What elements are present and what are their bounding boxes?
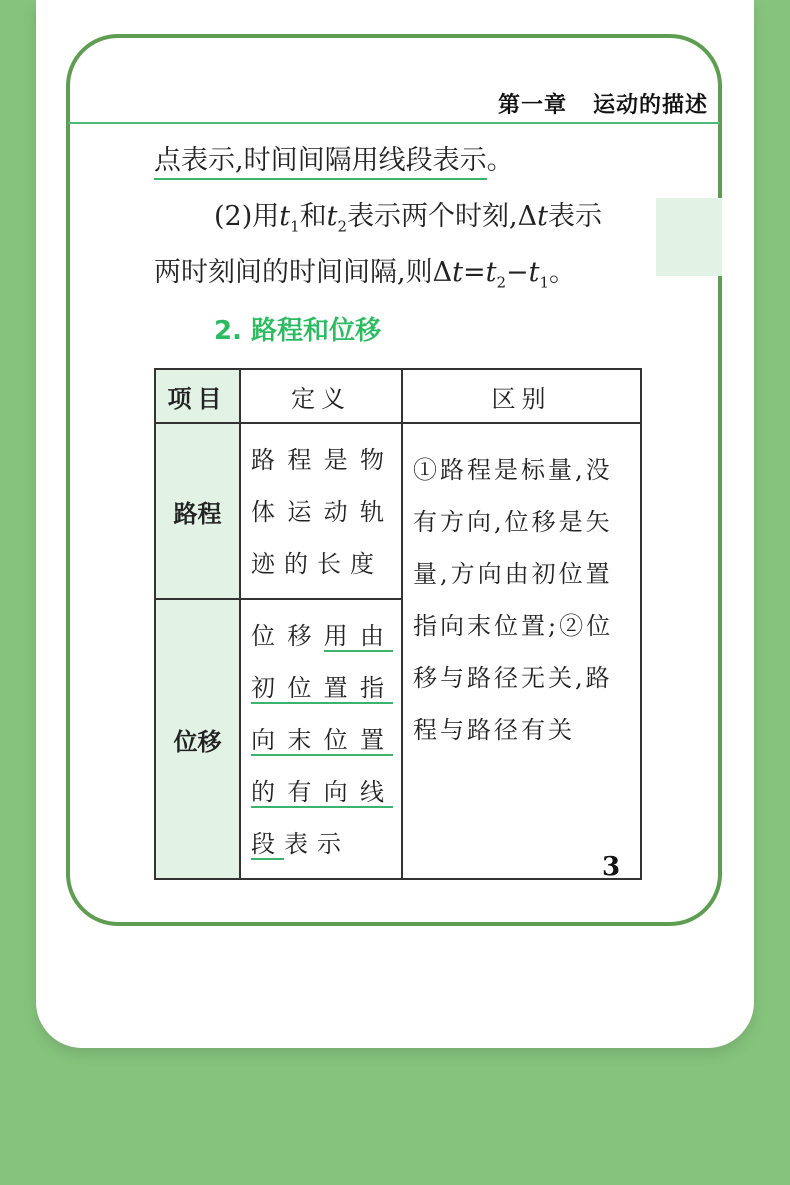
underlined-text: 点表示,时间间隔用线段表示 — [154, 145, 487, 180]
difference-cell: ①路程是标量,没有方向,位移是矢量,方向由初位置指向末位置;②位移与路径无关,路程与路径有关 — [402, 423, 641, 879]
side-tab — [656, 198, 722, 276]
underlined-definition: 用由初位置指向末位置的有向线段 — [251, 622, 394, 858]
paragraph-line-2: (2)用$t_1$和$t_2$表示两个时刻,Δt表示 — [214, 201, 603, 236]
running-head: 第一章 运动的描述 — [498, 93, 708, 118]
definition-distance: 路程是物体运动轨迹的长度 — [240, 423, 402, 599]
table-header-row — [155, 369, 641, 423]
header-rule — [68, 122, 720, 124]
section-title: 2. 路程和位移 — [214, 316, 382, 346]
header-definition: 定义 — [240, 369, 402, 423]
page-number: 3 — [602, 852, 621, 882]
header-item: 项目 — [155, 369, 240, 423]
header-difference: 区别 — [402, 369, 641, 423]
comparison-table — [154, 368, 642, 880]
table-row — [155, 423, 641, 599]
row-label-distance: 路程 — [155, 423, 240, 599]
paragraph-line-3: 两时刻间的时间间隔,则$\Delta t=t_2-t_1$。 — [154, 257, 577, 292]
paragraph-line-1: 点表示,时间间隔用线段表示。 — [154, 144, 514, 178]
definition-displacement: 位移用由初位置指向末位置的有向线段表示 — [240, 599, 402, 879]
row-label-displacement: 位移 — [155, 599, 240, 879]
